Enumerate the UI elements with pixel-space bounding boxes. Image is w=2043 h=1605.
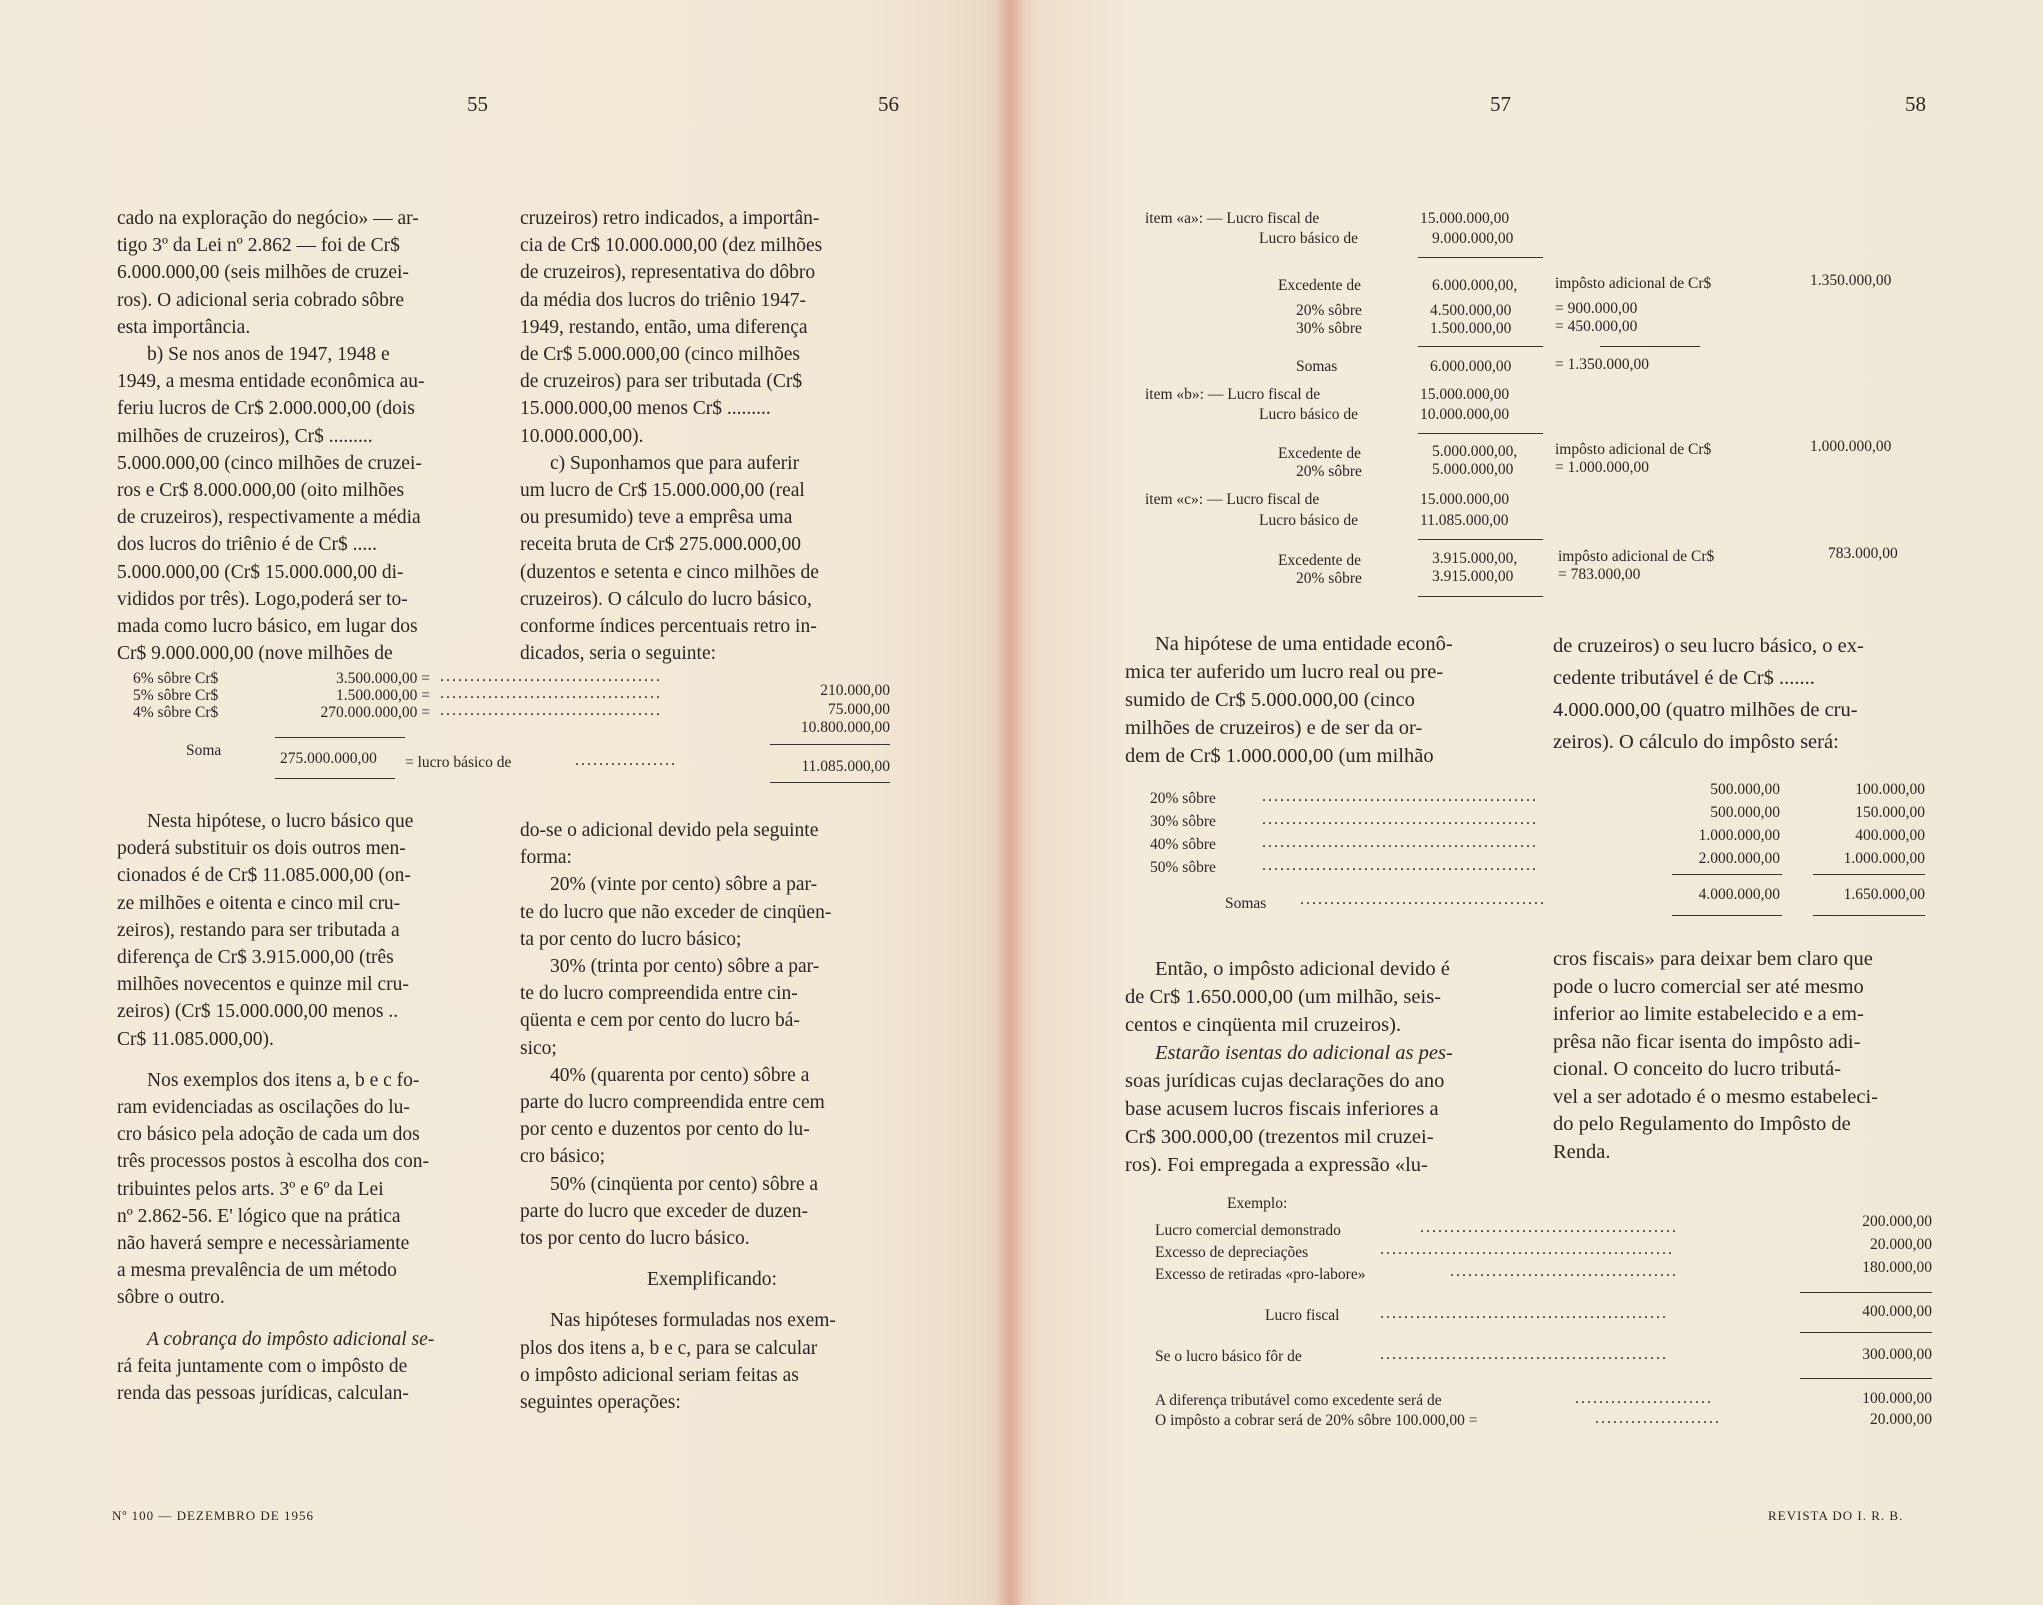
example-fiscal-value: 400.000,00 bbox=[1862, 1303, 1932, 1320]
dot-leader: .............................................. bbox=[1262, 834, 1538, 851]
label: 20% sôbre bbox=[1296, 302, 1362, 319]
example-basico-value: 300.000,00 bbox=[1862, 1346, 1932, 1363]
example-label: Excesso de retiradas «pro-labore» bbox=[1155, 1266, 1366, 1283]
calc-sum-text: = lucro básico de bbox=[405, 754, 512, 771]
dot-leader: ..................................... bbox=[440, 668, 662, 685]
value: = 783.000,00 bbox=[1558, 566, 1641, 583]
text-line: esta importância. bbox=[117, 316, 251, 338]
text-line: um lucro de Cr$ 15.000.000,00 (real bbox=[520, 480, 805, 502]
text-line: te do lucro que não exceder de cinqüen- bbox=[520, 901, 832, 923]
text-line: do-se o adicional devido pela seguinte bbox=[520, 820, 819, 841]
text-line: ros e Cr$ 8.000.000,00 (oito milhões bbox=[117, 480, 405, 502]
text-line: de Cr$ 5.000.000,00 (cinco milhões bbox=[520, 344, 800, 366]
rule bbox=[1672, 915, 1782, 916]
text-line: ta por cento do lucro básico; bbox=[520, 928, 742, 950]
text-line: ze milhões e oitenta e cinco mil cru- bbox=[117, 892, 401, 914]
item-c-label: item «c»: — Lucro fiscal de bbox=[1145, 491, 1320, 508]
text-line: 6.000.000,00 (seis milhões de cruzei- bbox=[117, 262, 409, 284]
rule bbox=[1418, 346, 1543, 347]
rate-base: 500.000,00 bbox=[1710, 804, 1780, 821]
calc-base: 1.500.000,00 = bbox=[336, 687, 430, 704]
calc-result: 210.000,00 bbox=[820, 682, 890, 699]
text-line: ram evidenciadas as oscilações do lu- bbox=[117, 1097, 410, 1119]
subheading: Exemplificando: bbox=[647, 1269, 777, 1291]
rule bbox=[275, 737, 405, 738]
text-line: poderá substituir os dois outros men- bbox=[117, 838, 406, 860]
value: = 900.000,00 bbox=[1555, 300, 1638, 317]
value: 5.000.000,00 bbox=[1432, 461, 1514, 478]
calc-pct: 4% sôbre Cr$ bbox=[133, 704, 219, 721]
value: = 450.000,00 bbox=[1555, 318, 1638, 335]
footer-left: Nº 100 — DEZEMBRO DE 1956 bbox=[112, 1508, 314, 1523]
text-line: Nas hipóteses formuladas nos exem- bbox=[550, 1310, 836, 1332]
rule bbox=[770, 744, 890, 745]
text-line: mada como lucro básico, em lugar dos bbox=[117, 616, 418, 638]
text-line: tribuintes pelos arts. 3º e 6º da Lei bbox=[117, 1178, 384, 1200]
text-line: te do lucro compreendida entre cin- bbox=[520, 983, 798, 1005]
dot-leader: ................................................ bbox=[1380, 1346, 1668, 1363]
text-line: ou presumido) teve a emprêsa uma bbox=[520, 507, 793, 529]
dot-leader: ................................................ bbox=[1380, 1305, 1668, 1322]
dot-leader: ..................... bbox=[1595, 1410, 1721, 1427]
value: 5.000.000,00, bbox=[1432, 443, 1518, 460]
p55-bottom-text bbox=[117, 808, 493, 1407]
rule bbox=[1800, 1332, 1932, 1333]
dot-leader: ................. bbox=[575, 752, 677, 769]
calc-sum-base: 275.000.000,00 bbox=[280, 750, 377, 767]
text-line: de cruzeiros) o seu lucro básico, o ex- bbox=[1553, 635, 1864, 657]
calc-result: 75.000,00 bbox=[828, 701, 890, 718]
text-line: tos por cento do lucro básico. bbox=[520, 1228, 750, 1250]
dot-leader: ........................................... bbox=[1420, 1219, 1678, 1236]
text-line: Cr$ 9.000.000,00 (nove milhões de bbox=[117, 643, 393, 665]
value: 15.000.000,00 bbox=[1420, 210, 1510, 227]
rule bbox=[1813, 874, 1925, 875]
rule bbox=[770, 782, 890, 783]
text-line: sico; bbox=[520, 1037, 557, 1059]
text-line: 20% (vinte por cento) sôbre a par- bbox=[550, 874, 818, 896]
value: = 1.350.000,00 bbox=[1555, 356, 1649, 373]
text-line: feriu lucros de Cr$ 2.000.000,00 (dois bbox=[117, 398, 415, 420]
rule bbox=[1418, 596, 1543, 597]
rule bbox=[1600, 346, 1700, 347]
text-line: Nos exemplos dos itens a, b e c fo- bbox=[147, 1069, 420, 1091]
p58-p2-text bbox=[1553, 946, 1948, 1166]
label: Lucro básico de bbox=[1259, 230, 1358, 247]
rule bbox=[1800, 1292, 1932, 1293]
label: Lucro básico de bbox=[1259, 406, 1358, 423]
value: 6.000.000,00 bbox=[1430, 358, 1512, 375]
p55-top-text bbox=[117, 205, 493, 667]
dot-leader: .............................................. bbox=[1262, 811, 1538, 828]
text-line: zeiros) (Cr$ 15.000.000,00 menos .. bbox=[117, 1001, 399, 1023]
text-line: receita bruta de Cr$ 275.000.000,00 bbox=[520, 534, 802, 556]
text-line: por cento e duzentos por cento do lu- bbox=[520, 1119, 810, 1141]
text-line: soas jurídicas cujas declarações do ano bbox=[1125, 1070, 1445, 1092]
text-line: cro básico pela adoção de cada um dos bbox=[117, 1124, 420, 1146]
page-number-55: 55 bbox=[467, 92, 488, 116]
value: = 1.000.000,00 bbox=[1555, 459, 1649, 476]
example-value: 200.000,00 bbox=[1862, 1213, 1932, 1230]
value: 783.000,00 bbox=[1828, 545, 1898, 562]
text-line: 15.000.000,00 menos Cr$ ......... bbox=[520, 398, 771, 420]
text-line: zeiros), restando para ser tributada a bbox=[117, 919, 400, 941]
text-line: parte do lucro compreendida entre cem bbox=[520, 1092, 825, 1114]
text-line: centos e cinqüenta mil cruzeiros). bbox=[1125, 1014, 1402, 1036]
text-line: de cruzeiros) para ser tributada (Cr$ bbox=[520, 371, 803, 393]
example-value: 20.000,00 bbox=[1870, 1236, 1932, 1253]
example-label: Lucro comercial demonstrado bbox=[1155, 1222, 1341, 1239]
binding-gutter bbox=[995, 0, 1025, 1605]
text-line: 10.000.000,00). bbox=[520, 425, 644, 447]
dot-leader: .............................................. bbox=[1262, 857, 1538, 874]
p56-bottom-text bbox=[520, 817, 904, 1416]
text-line: vididos por três). Logo,poderá ser to- bbox=[117, 588, 408, 610]
text-line: cros fiscais» para deixar bem claro que bbox=[1553, 948, 1873, 970]
text-line: da média dos lucros do triênio 1947- bbox=[520, 289, 806, 311]
text-line: cro básico; bbox=[520, 1146, 606, 1168]
rate-label: 30% sôbre bbox=[1150, 813, 1216, 830]
text-line: seguintes operações: bbox=[520, 1392, 681, 1414]
text-line: sumido de Cr$ 5.000.000,00 (cinco bbox=[1125, 689, 1415, 711]
value: 15.000.000,00 bbox=[1420, 491, 1510, 508]
label: impôsto adicional de Cr$ bbox=[1555, 441, 1712, 458]
text-line: plos dos itens a, b e c, para se calcular bbox=[520, 1337, 818, 1359]
text-line: nº 2.862-56. E' lógico que na prática bbox=[117, 1205, 401, 1227]
text-line: ros). Foi empregada a expressão «lu- bbox=[1125, 1154, 1428, 1176]
text-line: dos lucros do triênio é de Cr$ ..... bbox=[117, 534, 377, 556]
rule bbox=[1418, 539, 1543, 540]
text-line: cruzeiros). O cálculo do lucro básico, bbox=[520, 588, 812, 610]
text-line: diferença de Cr$ 3.915.000,00 (três bbox=[117, 947, 394, 969]
text-line: 30% (trinta por cento) sôbre a par- bbox=[550, 956, 820, 978]
rate-sum-base: 4.000.000,00 bbox=[1698, 886, 1780, 903]
text-line: cionados é de Cr$ 11.085.000,00 (on- bbox=[117, 865, 411, 887]
calc-pct: 6% sôbre Cr$ bbox=[133, 670, 219, 687]
text-line: ros). O adicional seria cobrado sôbre bbox=[117, 289, 404, 311]
text-line: qüenta e cem por cento do lucro bá- bbox=[520, 1010, 800, 1032]
rule bbox=[1418, 257, 1543, 258]
text-line: vel a ser adotado é o mesmo estabeleci- bbox=[1553, 1085, 1879, 1108]
example-label: Excesso de depreciações bbox=[1155, 1244, 1309, 1261]
rate-tax: 100.000,00 bbox=[1855, 781, 1925, 798]
value: 3.915.000,00 bbox=[1432, 568, 1514, 585]
p57-p1-text bbox=[1125, 630, 1525, 770]
dot-leader: ..................................... bbox=[440, 702, 662, 719]
text-line: 5.000.000,00 (Cr$ 15.000.000,00 di- bbox=[117, 561, 404, 583]
text-line: milhões de cruzeiros), Cr$ ......... bbox=[117, 425, 373, 447]
label: Lucro básico de bbox=[1259, 512, 1358, 529]
text-line: 1949, restando, então, uma diferença bbox=[520, 316, 808, 338]
example-value: 180.000,00 bbox=[1862, 1259, 1932, 1276]
text-line: dicados, seria o seguinte: bbox=[520, 643, 717, 665]
value: 1.350.000,00 bbox=[1810, 272, 1892, 289]
text-line: Então, o impôsto adicional devido é bbox=[1155, 958, 1450, 980]
text-line: conforme índices percentuais retro in- bbox=[520, 616, 817, 638]
rate-base: 500.000,00 bbox=[1710, 781, 1780, 798]
rule bbox=[1418, 433, 1543, 434]
label: impôsto adicional de Cr$ bbox=[1555, 275, 1712, 292]
text-line: renda das pessoas jurídicas, calculan- bbox=[117, 1383, 409, 1405]
text-line: de Cr$ 1.650.000,00 (um milhão, seis- bbox=[1125, 986, 1442, 1008]
dot-leader: .............................................. bbox=[1262, 788, 1538, 805]
example-title: Exemplo: bbox=[1227, 1195, 1288, 1212]
rate-base: 1.000.000,00 bbox=[1698, 827, 1780, 844]
example-cobrar-label: O impôsto a cobrar será de 20% sôbre 100.000,00 = bbox=[1155, 1412, 1478, 1429]
text-line: tigo 3º da Lei nº 2.862 — foi de Cr$ bbox=[117, 235, 400, 257]
rate-label: 40% sôbre bbox=[1150, 836, 1216, 853]
text-line: zeiros). O cálculo do impôsto será: bbox=[1553, 731, 1839, 753]
rate-tax: 150.000,00 bbox=[1855, 804, 1925, 821]
text-line: cional. O conceito do lucro tributá- bbox=[1553, 1058, 1842, 1080]
rate-base: 2.000.000,00 bbox=[1698, 850, 1780, 867]
item-b-label: item «b»: — Lucro fiscal de bbox=[1145, 386, 1321, 403]
text-line: 1949, a mesma entidade econômica au- bbox=[117, 371, 425, 393]
text-line: 5.000.000,00 (cinco milhões de cruzei- bbox=[117, 452, 422, 474]
page-number-58: 58 bbox=[1905, 92, 1926, 116]
footer-right: REVISTA DO I. R. B. bbox=[1768, 1508, 1904, 1523]
rate-sum-label: Somas bbox=[1225, 895, 1267, 912]
example-dif-label: A diferença tributável como excedente será de bbox=[1155, 1392, 1442, 1409]
example-basico-label: Se o lucro básico fôr de bbox=[1155, 1348, 1302, 1365]
text-line: dem de Cr$ 1.000.000,00 (um milhão bbox=[1125, 745, 1434, 767]
text-line: (duzentos e setenta e cinco milhões de bbox=[520, 561, 819, 583]
rule bbox=[1813, 915, 1925, 916]
text-line: a mesma prevalência de um método bbox=[117, 1260, 397, 1282]
text-line: mica ter auferido um lucro real ou pre- bbox=[1125, 661, 1444, 683]
text-line: três processos postos à escolha dos con- bbox=[117, 1151, 429, 1173]
value: 4.500.000,00 bbox=[1430, 302, 1512, 319]
value: 10.000.000,00 bbox=[1420, 406, 1510, 423]
text-line: do pelo Regulamento do Impôsto de bbox=[1553, 1113, 1851, 1135]
label: Excedente de bbox=[1278, 552, 1362, 569]
text-line: Estarão isentas do adicional as pes- bbox=[1155, 1042, 1453, 1064]
text-line: forma: bbox=[520, 847, 572, 869]
calc-sum-result: 11.085.000,00 bbox=[801, 758, 890, 775]
example-cobrar-value: 20.000,00 bbox=[1870, 1411, 1932, 1428]
value: 15.000.000,00 bbox=[1420, 386, 1510, 403]
rule bbox=[1800, 1378, 1932, 1379]
dot-leader: ......................................... bbox=[1300, 891, 1546, 908]
label: Excedente de bbox=[1278, 277, 1362, 294]
text-line: Na hipótese de uma entidade econô- bbox=[1155, 633, 1453, 655]
label: Somas bbox=[1296, 358, 1338, 375]
label: 30% sôbre bbox=[1296, 320, 1362, 337]
text-line: 40% (quarenta por cento) sôbre a bbox=[550, 1064, 810, 1086]
text-line: parte do lucro que exceder de duzen- bbox=[520, 1200, 809, 1222]
dot-leader: ..................................... bbox=[440, 685, 662, 702]
text-line: 50% (cinqüenta por cento) sôbre a bbox=[550, 1173, 819, 1195]
rate-tax: 1.000.000,00 bbox=[1843, 850, 1925, 867]
text-line: pode o lucro comercial ser até mesmo bbox=[1553, 975, 1864, 998]
value: 11.085.000,00 bbox=[1420, 512, 1509, 529]
value: 6.000.000,00, bbox=[1432, 277, 1518, 294]
value: 3.915.000,00, bbox=[1432, 550, 1518, 567]
rule bbox=[1672, 874, 1782, 875]
text-line: de cruzeiros), respectivamente a média bbox=[117, 507, 421, 529]
text-line: milhões novecentos e quinze mil cru- bbox=[117, 974, 409, 996]
value: 9.000.000,00 bbox=[1432, 230, 1514, 247]
dot-leader: ...................................... bbox=[1450, 1263, 1678, 1280]
rate-tax: 400.000,00 bbox=[1855, 827, 1925, 844]
text-line: c) Suponhamos que para auferir bbox=[550, 452, 800, 474]
calc-sum-label: Soma bbox=[186, 742, 222, 759]
text-line: Renda. bbox=[1553, 1140, 1611, 1163]
text-line: cia de Cr$ 10.000.000,00 (dez milhões bbox=[520, 235, 823, 257]
label: 20% sôbre bbox=[1296, 570, 1362, 587]
rule bbox=[275, 778, 395, 779]
text-line: Nesta hipótese, o lucro básico que bbox=[147, 811, 414, 832]
page-number-57: 57 bbox=[1490, 92, 1511, 116]
text-line: inferior ao limite estabelecido e a em- bbox=[1553, 1003, 1864, 1025]
example-fiscal-label: Lucro fiscal bbox=[1265, 1307, 1340, 1324]
label: 20% sôbre bbox=[1296, 463, 1362, 480]
p57-p2-text bbox=[1125, 955, 1525, 1179]
value: 1.500.000,00 bbox=[1430, 320, 1512, 337]
rate-label: 50% sôbre bbox=[1150, 859, 1216, 876]
calc-base: 3.500.000,00 = bbox=[336, 670, 430, 687]
page-number-56: 56 bbox=[878, 92, 899, 116]
rate-label: 20% sôbre bbox=[1150, 790, 1216, 807]
rate-sum-tax: 1.650.000,00 bbox=[1843, 886, 1925, 903]
text-line: sôbre o outro. bbox=[117, 1287, 225, 1309]
calc-base: 270.000.000,00 = bbox=[320, 704, 430, 721]
text-line: cado na exploração do negócio» — ar- bbox=[117, 208, 419, 229]
text-line: prêsa não ficar isenta do impôsto adi- bbox=[1553, 1030, 1861, 1053]
example-dif-value: 100.000,00 bbox=[1862, 1390, 1932, 1407]
calc-pct: 5% sôbre Cr$ bbox=[133, 687, 219, 704]
dot-leader: ....................... bbox=[1575, 1390, 1713, 1407]
p58-p1-text bbox=[1553, 630, 1948, 758]
p56-top-text bbox=[520, 205, 904, 667]
text-line: rá feita juntamente com o impôsto de bbox=[117, 1355, 408, 1377]
label: impôsto adicional de Cr$ bbox=[1558, 548, 1715, 565]
text-line: b) Se nos anos de 1947, 1948 e bbox=[147, 344, 390, 366]
text-line: base acusem lucros fiscais inferiores a bbox=[1125, 1098, 1439, 1120]
text-line: milhões de cruzeiros) e de ser da or- bbox=[1125, 717, 1423, 739]
dot-leader: ................................................. bbox=[1380, 1241, 1674, 1258]
text-line: 4.000.000,00 (quatro milhões de cru- bbox=[1553, 699, 1858, 721]
text-line: Cr$ 300.000,00 (trezentos mil cruzei- bbox=[1125, 1126, 1434, 1148]
text-line: A cobrança do impôsto adicional se- bbox=[147, 1328, 435, 1350]
text-line: cruzeiros) retro indicados, a importân- bbox=[520, 208, 820, 229]
text-line: de cruzeiros), representativa do dôbro bbox=[520, 262, 816, 284]
text-line: cedente tributável é de Cr$ ....... bbox=[1553, 667, 1815, 689]
text-line: o impôsto adicional seriam feitas as bbox=[520, 1364, 799, 1386]
calc-result: 10.800.000,00 bbox=[800, 719, 890, 736]
text-line: não haverá sempre e necessàriamente bbox=[117, 1233, 410, 1255]
label: Excedente de bbox=[1278, 445, 1362, 462]
text-line: Cr$ 11.085.000,00). bbox=[117, 1028, 274, 1050]
value: 1.000.000,00 bbox=[1810, 438, 1892, 455]
item-a-label: item «a»: — Lucro fiscal de bbox=[1145, 210, 1320, 227]
